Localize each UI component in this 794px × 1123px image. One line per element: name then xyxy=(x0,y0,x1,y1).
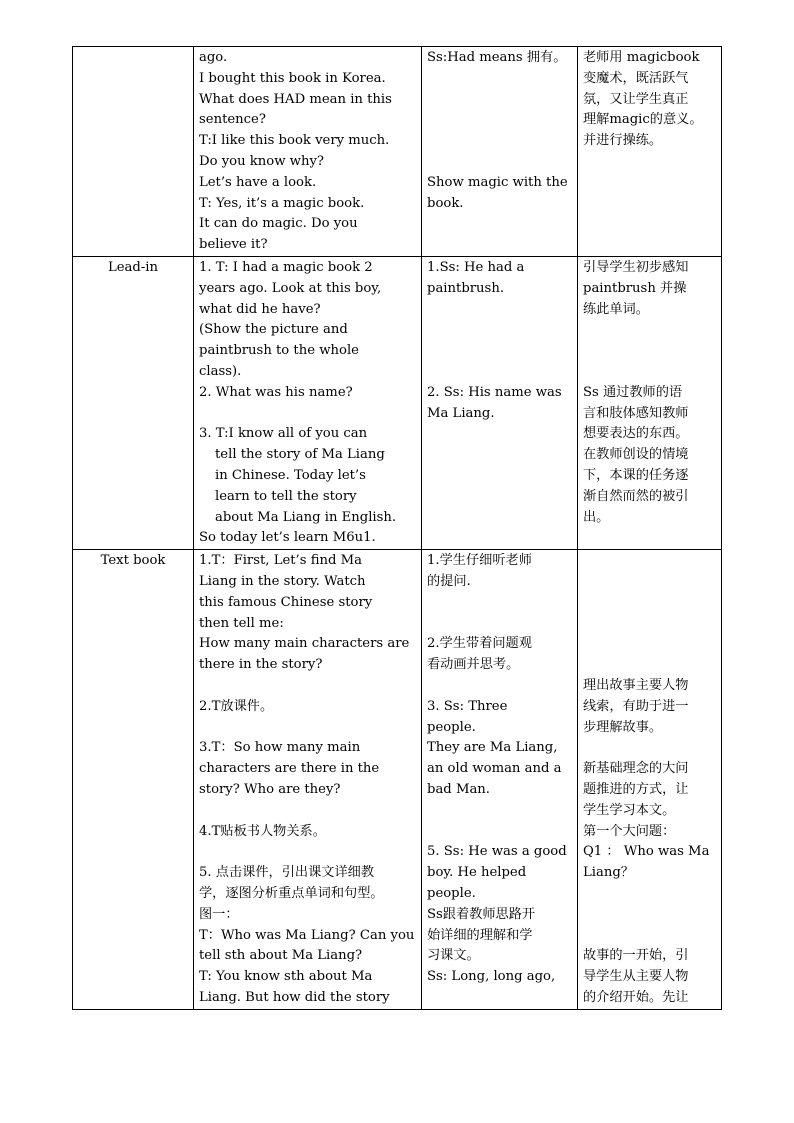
text-line: Ss 通过教师的语 xyxy=(583,384,683,400)
purpose-cell xyxy=(578,550,722,1010)
text-line: paintbrush to the whole xyxy=(199,343,359,359)
text-line: 的介绍开始。先让 xyxy=(583,989,689,1005)
text-line: 想要表达的东西。 xyxy=(583,426,689,442)
text-line: It can do magic. Do you xyxy=(199,216,358,232)
text-line: 题推进的方式，让 xyxy=(583,781,689,797)
text-line: 练此单词。 xyxy=(583,301,649,317)
text-line: Do you know why? xyxy=(199,153,324,169)
text-line: 3.T：So how many main xyxy=(199,740,361,756)
text-line: 5. Ss: He was a good xyxy=(427,844,567,860)
text-line: Ss: Long, long ago, xyxy=(427,969,556,985)
text-line: 1.Ss: He had a xyxy=(427,260,525,275)
text-line: characters are there in the xyxy=(199,761,380,777)
text-line: Ss跟着教师思路开 xyxy=(427,906,536,922)
text-line: 老师用 magicbook xyxy=(583,50,700,65)
text-line: tell sth about Ma Liang? xyxy=(199,948,363,964)
text-line: 言和肢体感知教师 xyxy=(583,405,689,421)
text-line: Liang in the story. Watch xyxy=(199,573,366,589)
text-line: 3. Ss: Three xyxy=(427,698,508,714)
student-activity-cell xyxy=(422,257,578,550)
student-activity-cell xyxy=(422,550,578,1010)
text-line: 导学生从主要人物 xyxy=(583,969,689,985)
text-line: 1.学生仔细听老师 xyxy=(427,553,532,569)
text-line: 渐自然而然的被引 xyxy=(583,488,689,504)
text-line: book. xyxy=(427,195,464,211)
text-line: 看动画并思考。 xyxy=(427,657,520,673)
text-line: 变魔术，既活跃气 xyxy=(583,70,689,86)
text-line: paintbrush 并操 xyxy=(583,280,687,296)
step-label-cell xyxy=(73,257,194,550)
text-line: 故事的一开始，引 xyxy=(583,948,689,964)
text-line: They are Ma Liang, xyxy=(427,740,558,756)
purpose-cell xyxy=(578,47,722,257)
table-row xyxy=(73,550,722,1010)
teacher-activity-cell xyxy=(194,257,422,550)
text-line: 新基础理念的大问 xyxy=(583,761,689,777)
text-line: 习课文。 xyxy=(427,948,480,964)
step-label-cell xyxy=(73,47,194,257)
text-line: 下，本课的任务逐 xyxy=(583,467,689,483)
text-line: 理出故事主要人物 xyxy=(583,677,689,693)
text-line: Show magic with the xyxy=(427,174,568,190)
table-row xyxy=(73,47,722,257)
teacher-activity-cell xyxy=(194,550,422,1010)
text-line: T: You know sth about Ma xyxy=(199,969,373,985)
text-line: people. xyxy=(427,719,476,735)
text-line: about Ma Liang in English. xyxy=(215,509,397,525)
text-line: this famous Chinese story xyxy=(199,594,373,610)
text-line: 2. What was his name? xyxy=(199,384,353,400)
text-line: I bought this book in Korea. xyxy=(199,70,386,86)
text-line: paintbrush. xyxy=(427,280,505,296)
text-line: 3. T:I know all of you can xyxy=(199,426,368,442)
text-line: 引导学生初步感知 xyxy=(583,260,689,275)
lesson-plan-table xyxy=(72,46,722,1010)
text-line: tell the story of Ma Liang xyxy=(215,447,385,463)
text-line: years ago. Look at this boy, xyxy=(199,280,382,296)
text-line: 线索，有助于进一 xyxy=(583,698,689,714)
text-line: 学生学习本文。 xyxy=(583,802,676,818)
text-line: T: Yes, it’s a magic book. xyxy=(199,195,365,211)
text-line: then tell me: xyxy=(199,615,284,631)
text-line: 始详细的理解和学 xyxy=(427,927,533,943)
text-line: Q1 ： Who was Ma xyxy=(583,844,710,860)
text-line: 理解magic的意义。 xyxy=(583,112,703,128)
text-line: 2. Ss: His name was xyxy=(427,384,562,400)
text-line: T:I like this book very much. xyxy=(199,133,390,149)
text-line: learn to tell the story xyxy=(215,488,357,504)
step-label: Text book xyxy=(100,553,166,569)
text-line: 并进行操练。 xyxy=(583,133,663,149)
table-row xyxy=(73,257,722,550)
text-line: there in the story? xyxy=(199,657,323,673)
text-line: 1. T: I had a magic book 2 xyxy=(199,260,373,275)
text-line: What does HAD mean in this xyxy=(199,91,392,107)
text-line: boy. He helped xyxy=(427,865,527,881)
text-line: How many main characters are xyxy=(199,636,410,652)
step-label-cell xyxy=(73,550,194,1010)
text-line: Liang. But how did the story xyxy=(199,989,390,1005)
text-line: people. xyxy=(427,885,476,901)
text-line: bad Man. xyxy=(427,781,490,797)
text-line: 2.T放课件。 xyxy=(199,698,274,714)
text-line: 学，逐图分析重点单词和句型。 xyxy=(199,885,384,901)
text-line: 在教师创设的情境 xyxy=(583,447,689,463)
text-line: sentence? xyxy=(199,112,266,128)
text-line: 5. 点击课件，引出课文详细教 xyxy=(199,865,375,881)
text-line: Liang？ xyxy=(583,865,634,881)
text-line: 4.T贴板书人物关系。 xyxy=(199,823,326,839)
text-line: 的提问. xyxy=(427,573,471,589)
text-line: So today let’s learn M6u1. xyxy=(199,530,376,546)
text-line: in Chinese. Today let’s xyxy=(215,467,366,483)
text-line: 氛，又让学生真正 xyxy=(583,91,689,107)
step-label: Lead-in xyxy=(107,260,159,275)
text-line: ago. xyxy=(199,50,228,65)
text-line: 出。 xyxy=(583,509,610,525)
text-line: 1.T：First, Let’s find Ma xyxy=(199,553,362,569)
text-line: believe it? xyxy=(199,237,268,253)
text-line: an old woman and a xyxy=(427,761,562,777)
text-line: (Show the picture and xyxy=(199,322,348,338)
text-line: 第一个大问题： xyxy=(583,823,676,839)
text-line: 图一： xyxy=(199,906,239,922)
text-line: Ma Liang. xyxy=(427,405,495,421)
text-line: T：Who was Ma Liang? Can you xyxy=(199,927,415,943)
text-line: what did he have? xyxy=(199,301,321,317)
text-line: 2.学生带着问题观 xyxy=(427,636,532,652)
purpose-cell xyxy=(578,257,722,550)
text-line: 步理解故事。 xyxy=(583,719,663,735)
text-line: story? Who are they? xyxy=(199,781,341,797)
student-activity-cell xyxy=(422,47,578,257)
text-line: Ss:Had means 拥有。 xyxy=(427,50,567,65)
text-line: class). xyxy=(199,363,242,379)
teacher-activity-cell xyxy=(194,47,422,257)
text-line: Let’s have a look. xyxy=(199,174,317,190)
